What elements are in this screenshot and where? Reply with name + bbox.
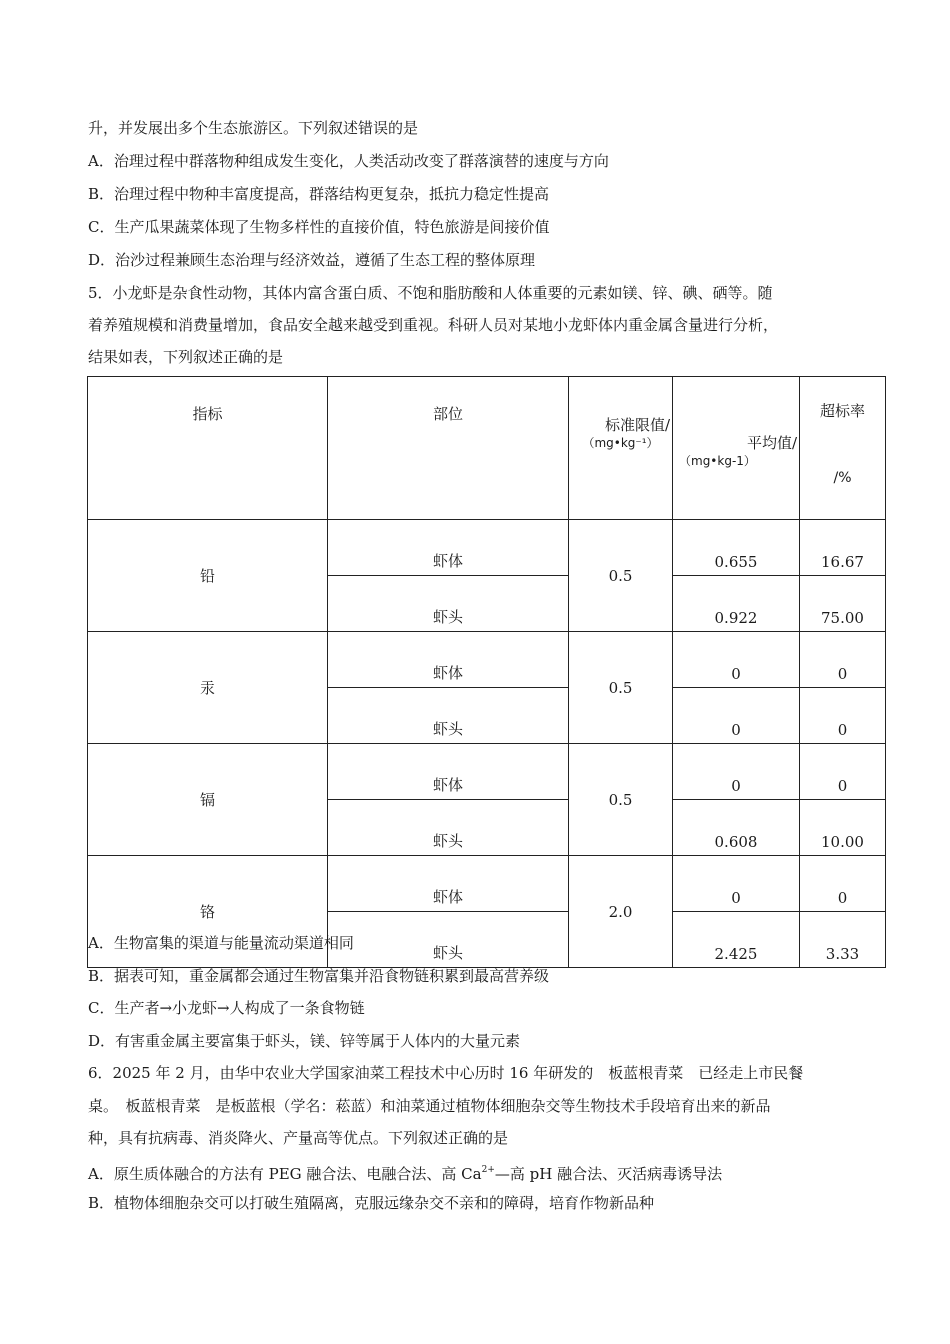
option-a-q6-text-cont: —高 pH 融合法、灭活病毒诱导法 — [494, 1165, 723, 1183]
rate-cell: 75.00 — [800, 576, 886, 632]
limit-cell: 0.5 — [569, 632, 673, 744]
header-standard-label: 标准限值/ — [604, 416, 670, 434]
rate-cell: 0 — [800, 856, 886, 912]
option-a-q5: A．生物富集的渠道与能量流动渠道相同 — [88, 934, 354, 952]
avg-cell: 0.922 — [673, 576, 800, 632]
header-part: 部位 — [328, 377, 569, 520]
text-line: 升，并发展出多个生态旅游区。下列叙述错误的是 — [88, 119, 419, 137]
avg-cell: 0 — [673, 632, 800, 688]
heavy-metal-table — [87, 376, 886, 968]
rate-cell: 3.33 — [800, 912, 886, 968]
part-cell: 虾体 — [328, 856, 569, 912]
part-cell: 虾头 — [328, 912, 569, 968]
header-standard-unit: （mg•kg⁻¹） — [582, 436, 659, 450]
table-header-row — [88, 377, 886, 520]
question-5-stem-cont: 结果如表，下列叙述正确的是 — [88, 348, 284, 366]
option-a-q6 — [88, 1161, 722, 1183]
avg-cell: 0.608 — [673, 800, 800, 856]
question-5-stem-cont: 着养殖规模和消费量增加，食品安全越来越受到重视。科研人员对某地小龙虾体内重金属含量进行分析， — [88, 316, 779, 334]
question-6-stem-cont: 种，具有抗病毒、消炎降火、产量高等优点。下列叙述正确的是 — [88, 1129, 509, 1147]
option-d-q4: D．治沙过程兼顾生态治理与经济效益，遵循了生态工程的整体原理 — [88, 251, 536, 269]
option-c-q4: C．生产瓜果蔬菜体现了生物多样性的直接价值，特色旅游是间接价值 — [88, 218, 550, 236]
metal-cell: 汞 — [88, 632, 328, 744]
rate-cell: 16.67 — [800, 520, 886, 576]
part-cell: 虾头 — [328, 576, 569, 632]
option-b-q4: B．治理过程中物种丰富度提高，群落结构更复杂，抵抗力稳定性提高 — [88, 185, 550, 203]
header-indicator: 指标 — [88, 377, 328, 520]
metal-cell: 铬 — [88, 856, 328, 968]
question-5-stem: 5．小龙虾是杂食性动物，其体内富含蛋白质、不饱和脂肪酸和人体重要的元素如镁、锌、碘、硒等。随 — [88, 284, 773, 302]
avg-cell: 0.655 — [673, 520, 800, 576]
rate-cell: 0 — [800, 688, 886, 744]
option-b-q6: B．植物体细胞杂交可以打破生殖隔离，克服远缘杂交不亲和的障碍，培育作物新品种 — [88, 1194, 655, 1212]
avg-cell: 0 — [673, 688, 800, 744]
rate-cell: 0 — [800, 632, 886, 688]
part-cell: 虾头 — [328, 800, 569, 856]
part-cell: 虾体 — [328, 744, 569, 800]
table-row — [88, 856, 886, 912]
part-cell: 虾体 — [328, 632, 569, 688]
rate-cell: 10.00 — [800, 800, 886, 856]
header-average-label: 平均值/ — [746, 434, 797, 452]
question-6-stem-cont: 桌。 板蓝根青菜 是板蓝根（学名：菘蓝）和油菜通过植物体细胞杂交等生物技术手段培育出来的新品 — [88, 1097, 771, 1115]
table-row — [88, 744, 886, 800]
limit-cell: 0.5 — [569, 744, 673, 856]
part-cell: 虾体 — [328, 520, 569, 576]
metal-cell: 镉 — [88, 744, 328, 856]
header-rate-unit: /% — [833, 470, 852, 486]
header-standard-limit — [569, 377, 673, 520]
option-b-q5: B．据表可知，重金属都会通过生物富集并沿食物链积累到最高营养级 — [88, 967, 550, 985]
rate-cell: 0 — [800, 744, 886, 800]
avg-cell: 0 — [673, 744, 800, 800]
limit-cell: 0.5 — [569, 520, 673, 632]
calcium-charge-sup: 2+ — [481, 1165, 495, 1175]
header-rate-label: 超标率 — [819, 402, 865, 420]
metal-cell: 铅 — [88, 520, 328, 632]
avg-cell: 0 — [673, 856, 800, 912]
part-cell: 虾头 — [328, 688, 569, 744]
limit-cell: 2.0 — [569, 856, 673, 968]
option-a-q6-text: A．原生质体融合的方法有 PEG 融合法、电融合法、高 Ca — [88, 1165, 482, 1183]
header-exceed-rate — [800, 377, 886, 520]
table-row — [88, 520, 886, 576]
question-6-stem: 6．2025 年 2 月，由华中农业大学国家油菜工程技术中心历时 16 年研发的 板蓝根青菜 已经走上市民餐 — [88, 1064, 804, 1082]
header-average — [673, 377, 800, 520]
option-d-q5: D．有害重金属主要富集于虾头，镁、锌等属于人体内的大量元素 — [88, 1032, 521, 1050]
avg-cell: 2.425 — [673, 912, 800, 968]
table-row — [88, 632, 886, 688]
option-a-q4: A．治理过程中群落物种组成发生变化，人类活动改变了群落演替的速度与方向 — [88, 152, 609, 170]
header-average-unit: （mg•kg-1） — [679, 454, 756, 468]
option-c-q5: C．生产者→小龙虾→人构成了一条食物链 — [88, 999, 365, 1017]
